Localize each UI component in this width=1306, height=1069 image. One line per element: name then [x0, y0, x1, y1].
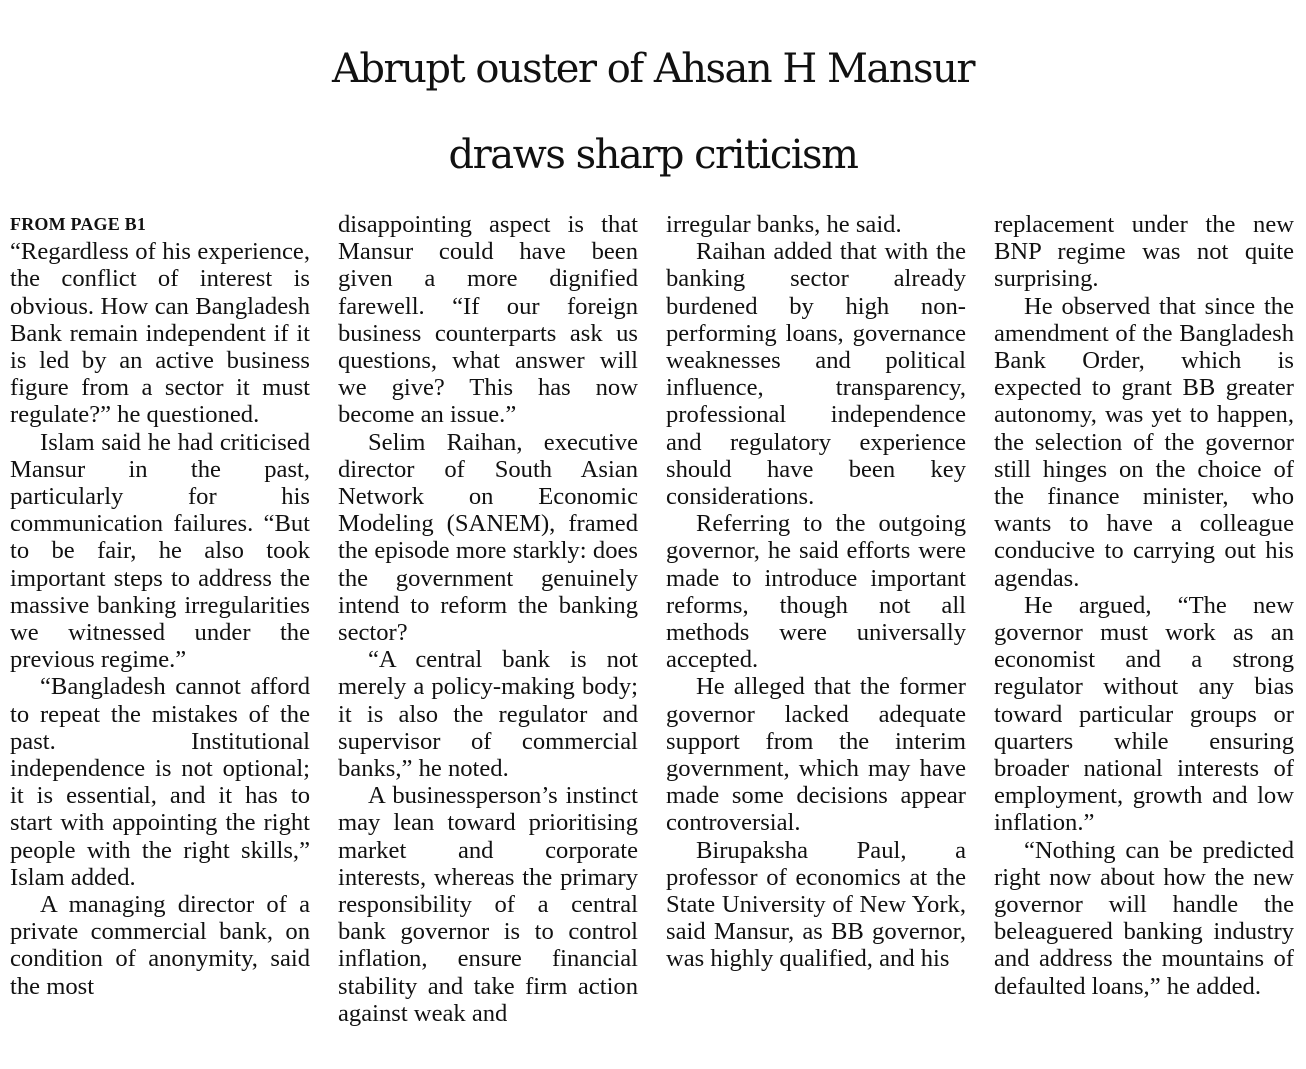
paragraph: Islam said he had criticised Mansur in the past, particularly for his communication failures. “But to be fair, he also took important steps to address the massive banking irregularities we witnessed under the previous regime.” — [10, 428, 310, 674]
paragraph: irregular banks, he said. — [666, 211, 902, 238]
paragraph: He alleged that the former governor lacked adequate support from the interim government, which may have made some decisions appear controversial. — [666, 673, 966, 837]
article-column-1 — [10, 211, 310, 1059]
paragraph: replacement under the new BNP regime was not quite surprising. — [994, 211, 1294, 293]
paragraph: Raihan added that with the banking sector already burdened by high non-performing loans, governance weaknesses and political influence, transparency, professional independence and regulatory experience should have been key considerations. — [666, 238, 966, 511]
paragraph: He observed that since the amendment of the Bangladesh Bank Order, which is expected to grant BB greater autonomy, was yet to happen, the selection of the governor still hinges on the choice of the finance minister, who wants to have a colleague conducive to carrying out his agendas. — [994, 292, 1294, 592]
paragraph: disappointing aspect is that Mansur could have been given a more dignified farewell. “If our foreign business counterparts ask us questions, what answer will we give? This has now become an issue.” — [338, 211, 638, 429]
headline — [0, 26, 1306, 198]
paragraph: Referring to the outgoing governor, he said efforts were made to introduce important reforms, though not all methods were universally accepted. — [666, 510, 966, 674]
article-column-4 — [994, 211, 1294, 1059]
paragraph: A businessperson’s instinct may lean toward prioritising market and corporate interests, whereas the primary responsibility of a central bank governor is to control inflation, ensure financial stability and take firm action against weak and — [338, 782, 638, 1027]
jump-line: FROM PAGE B1 — [10, 214, 147, 234]
article-body — [10, 211, 1296, 1059]
article-column-2 — [338, 211, 638, 1059]
paragraph: He argued, “The new governor must work as an economist and a strong regulator without any bias toward particular groups or quarters while ensuring broader national interests of employment, growth and low inflation.” — [994, 591, 1294, 837]
paragraph: “Nothing can be predicted right now about how the new governor will handle the beleaguered banking industry and address the mountains of defaulted loans,” he added. — [994, 836, 1294, 1000]
paragraph: Birupaksha Paul, a professor of economics at the State University of New York, said Mansur, as BB governor, was highly qualified, and his — [666, 836, 966, 973]
paragraph: A managing director of a private commercial bank, on condition of anonymity, said the most — [10, 891, 310, 1000]
article-column-3 — [666, 211, 966, 1059]
paragraph: “A central bank is not merely a policy-making body; it is also the regulator and supervisor of commercial banks,” he noted. — [338, 646, 638, 783]
headline-line-1: Abrupt ouster of Ahsan H Mansur — [332, 46, 974, 92]
paragraph: Selim Raihan, executive director of South Asian Network on Economic Modeling (SANEM), framed the episode more starkly: does the government genuinely intend to reform the banking sector? — [338, 428, 638, 647]
paragraph: “Regardless of his experience, the conflict of interest is obvious. How can Bangladesh Bank remain independent if it is led by an active business figure from a sector it must regulate?” he questioned. — [10, 238, 310, 429]
headline-line-2: draws sharp criticism — [448, 132, 858, 178]
paragraph: “Bangladesh cannot afford to repeat the mistakes of the past. Institutional independence is not optional; it is essential, and it has to start with appointing the right people with the right skills,” Islam added. — [10, 673, 310, 891]
